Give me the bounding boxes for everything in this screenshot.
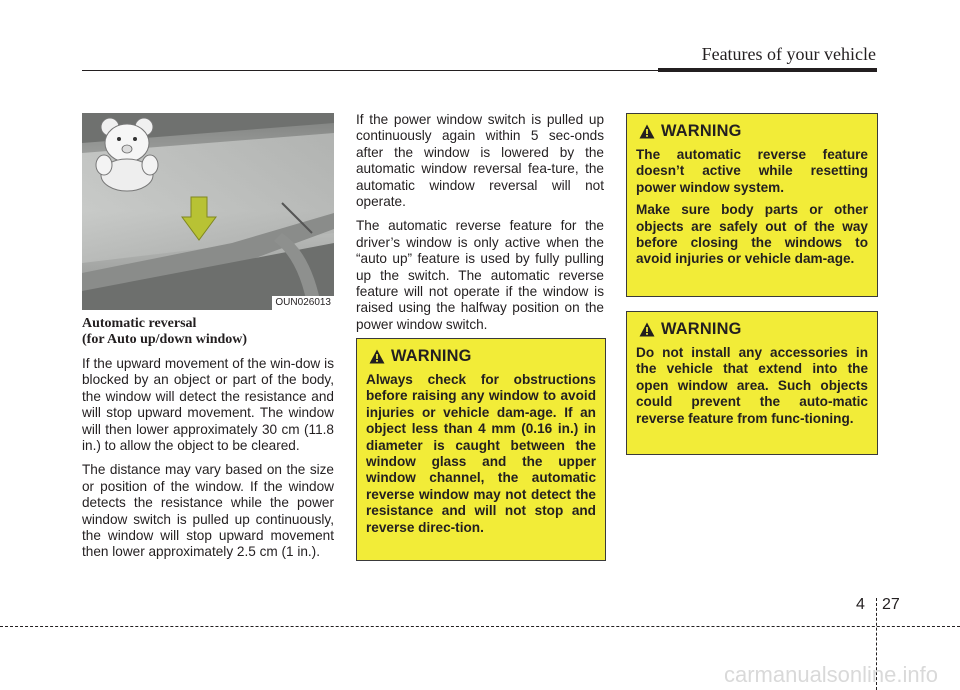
- warning-text: Make sure body parts or other objects are safely out of the way before closing the windows to avoid injuries or vehicle dam-age.: [636, 202, 868, 267]
- heading-line-1: Automatic reversal: [82, 316, 197, 331]
- section-title: Features of your vehicle: [701, 44, 876, 64]
- warning-text: The automatic reverse feature doesn’t active while resetting power window system.: [636, 147, 868, 195]
- warning-title: WARNING: [661, 122, 742, 140]
- column-middle: [356, 112, 604, 341]
- paragraph: If the power window switch is pulled up continuously again within 5 sec-onds after the window is lowered by the automatic window reversal fea-ture, the automatic window reversal will not operate.: [356, 112, 604, 210]
- footer-rule: [0, 626, 960, 627]
- warning-triangle-icon: [639, 124, 655, 139]
- warning-header: [636, 122, 868, 141]
- window-illustration: [82, 113, 334, 310]
- figure-code: OUN026013: [272, 296, 334, 310]
- warning-title: WARNING: [661, 320, 742, 338]
- paragraph: The automatic reverse feature for the driver’s window is only active when the “auto up” feature is used by fully pulling up the switch. The automatic reverse feature will not operate if the window is raised using the halfway position on the power window switch.: [356, 218, 604, 332]
- illustration-window-reversal: [82, 113, 334, 310]
- heading-line-2: (for Auto up/down window): [82, 332, 248, 347]
- warning-header: [636, 320, 868, 339]
- warning-box-reset: [626, 113, 878, 297]
- warning-text: Do not install any accessories in the vehicle that extend into the open window area. Such objects could prevent the auto-matic reverse feature from func-tioning.: [636, 345, 868, 426]
- paragraph: The distance may vary based on the size or position of the window. If the window detects the resistance while the power window switch is pulled up continuously, the window will stop upward movement then lower approximately 2.5 cm (1 in.).: [82, 462, 334, 560]
- warning-box-accessories: [626, 311, 878, 455]
- warning-title: WARNING: [391, 347, 472, 365]
- watermark: carmanualsonline.info: [723, 662, 938, 687]
- page-number: 27: [882, 596, 900, 613]
- subsection-heading: [82, 316, 334, 348]
- warning-text: Always check for obstructions before raising any window to avoid injuries or vehicle dam-age. If an object less than 4 mm (0.16 in.) in diameter is caught between the window glass and the upper window channel, the automatic reverse window may not detect the resistance and will not stop and reverse direc-tion.: [366, 372, 596, 535]
- warning-header: [366, 347, 596, 366]
- warning-triangle-icon: [369, 349, 385, 364]
- header-rule-accent: [658, 68, 877, 72]
- warning-box-obstructions: [356, 338, 606, 561]
- column-left: [82, 316, 334, 569]
- paragraph: If the upward movement of the win-dow is blocked by an object or part of the body, the window will detect the resistance and will stop upward movement. The window will then lower approximately 30 cm (11.8 in.) to allow the object to be cleared.: [82, 356, 334, 454]
- chapter-number: 4: [856, 596, 865, 613]
- warning-triangle-icon: [639, 322, 655, 337]
